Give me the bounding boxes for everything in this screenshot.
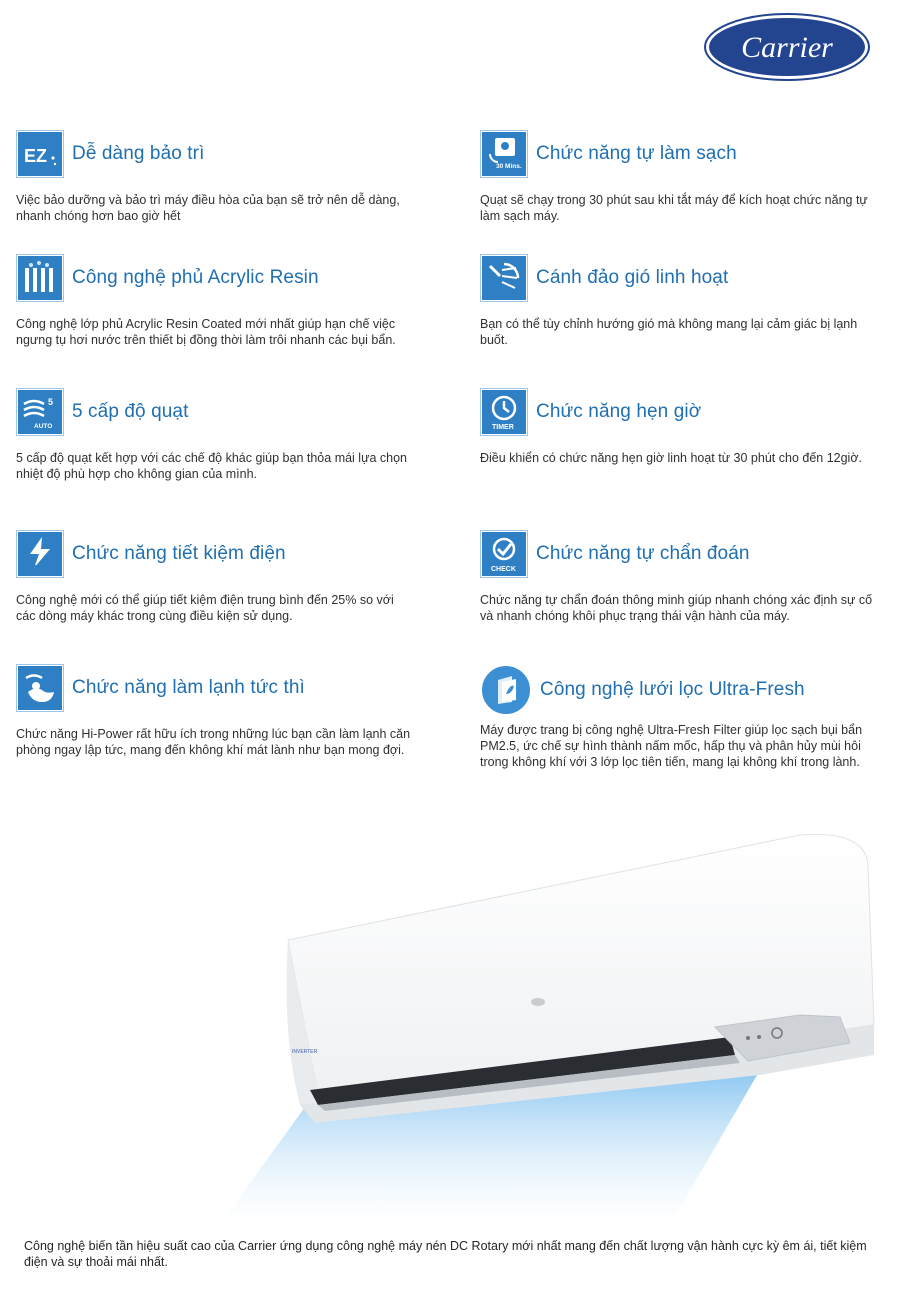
feature-description: Chức năng tự chẩn đoán thông minh giúp nhanh chóng xác định sự cố và nhanh chóng khôi phục trạng thái vận hành của máy. [480, 593, 873, 623]
feature-description: Việc bảo dưỡng và bảo trì máy điều hòa của bạn sẽ trở nên dễ dàng, nhanh chóng hơn bao giờ hết [16, 193, 400, 223]
carrier-logo [703, 12, 871, 82]
easy-maintenance-icon [18, 132, 62, 176]
feature-swing-louver [480, 254, 880, 348]
icon-label: CHECK [491, 566, 516, 573]
feature-fan-speed [16, 388, 416, 482]
swing-louver-icon [482, 256, 526, 300]
icon-label: ECO [34, 565, 50, 572]
icon-label: AUTO [34, 423, 53, 430]
feature-eco [16, 530, 416, 624]
feature-title: Công nghệ lưới lọc Ultra-Fresh [540, 679, 805, 700]
feature-title: Chức năng làm lạnh tức thì [72, 677, 305, 698]
brand-name: Carrier [741, 31, 833, 64]
instant-cooling-icon [18, 666, 62, 710]
feature-description: Quạt sẽ chạy trong 30 phút sau khi tắt máy để kích hoạt chức năng tự làm sạch máy. [480, 193, 868, 223]
feature-title: Dễ dàng bảo trì [72, 143, 205, 164]
feature-description: Máy được trang bị công nghệ Ultra-Fresh Filter giúp lọc sạch bụi bẩn PM2.5, ức chế sự hình thành nấm mốc, hấp thụ và phân hủy mùi hôi trong không khí với 3 lớp lọc tiên tiến, mang lại không khí trong lành. [480, 723, 863, 769]
acrylic-resin-icon [18, 256, 62, 300]
footer-description: Công nghệ biến tần hiệu suất cao của Carrier ứng dụng công nghệ máy nén DC Rotary mới nhất mang đến chất lượng vận hành cực kỳ êm ái, tiết kiệm điện và sự thoải mái nhất. [24, 1239, 867, 1269]
timer-icon [482, 390, 526, 434]
feature-title: Chức năng tự làm sạch [536, 143, 737, 164]
feature-instant-cooling [16, 664, 416, 758]
feature-title: Cánh đảo gió linh hoạt [536, 267, 729, 288]
feature-timer [480, 388, 880, 466]
icon-label: 30 Mins. [496, 163, 522, 170]
feature-acrylic-resin [16, 254, 416, 348]
feature-title: Chức năng tiết kiệm điện [72, 543, 286, 564]
feature-description: Chức năng Hi-Power rất hữu ích trong những lúc bạn cần làm lạnh căn phòng ngay lập tức, mang đến không khí mát lành như bạn mong đợi. [16, 727, 411, 757]
feature-easy-maintenance [16, 130, 416, 224]
feature-title: Chức năng tự chẩn đoán [536, 543, 750, 564]
feature-description: Điều khiển có chức năng hẹn giờ linh hoạt từ 30 phút cho đến 12giờ. [480, 451, 862, 465]
self-check-icon [482, 532, 526, 576]
feature-title: Công nghệ phủ Acrylic Resin [72, 267, 319, 288]
icon-label: TIMER [492, 424, 514, 431]
icon-label: EZ [24, 146, 48, 166]
feature-self-clean [480, 130, 880, 224]
eco-icon [18, 532, 62, 576]
air-conditioner-image [200, 805, 909, 1225]
feature-title: Chức năng hẹn giờ [536, 401, 702, 422]
feature-self-check [480, 530, 880, 624]
feature-description: Bạn có thể tùy chỉnh hướng gió mà không mang lại cảm giác bị lạnh buốt. [480, 317, 858, 347]
ultra-fresh-filter-icon [482, 666, 530, 714]
feature-ultra-fresh-filter [480, 664, 880, 770]
feature-description: Công nghệ mới có thể giúp tiết kiệm điện trung bình đến 25% so với các dòng máy khác trong cùng điều kiện sử dụng. [16, 593, 394, 623]
feature-title: 5 cấp độ quạt [72, 401, 189, 422]
self-clean-icon [482, 132, 526, 176]
fan-speed-icon [18, 390, 62, 434]
inverter-badge: INVERTER [292, 1049, 318, 1055]
svg-text:5: 5 [48, 397, 54, 407]
feature-description: 5 cấp độ quạt kết hợp với các chế độ khác giúp bạn thỏa mái lựa chọn nhiệt độ phù hợp cho không gian của mình. [16, 451, 407, 481]
feature-description: Công nghệ lớp phủ Acrylic Resin Coated mới nhất giúp hạn chế việc ngưng tụ hơi nước trên thiết bị đồng thời làm trôi nhanh các bụi bẩn. [16, 317, 396, 347]
